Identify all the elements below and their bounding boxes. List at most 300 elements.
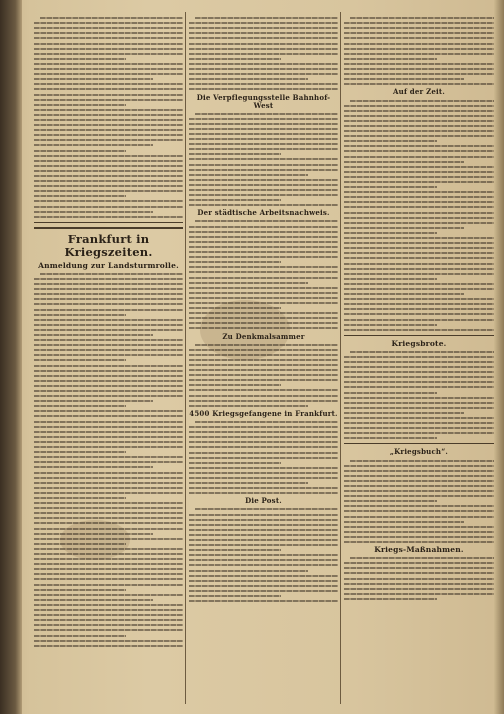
text-line	[344, 227, 464, 229]
text-line	[189, 492, 338, 494]
text-line	[344, 135, 494, 137]
separator-rule	[344, 443, 494, 444]
text-line	[189, 349, 338, 351]
text-line	[34, 609, 183, 611]
column-divider	[185, 12, 186, 704]
text-line	[344, 319, 494, 321]
text-line	[34, 324, 183, 326]
text-line	[34, 492, 183, 494]
text-line	[344, 32, 494, 34]
text-line	[344, 37, 494, 39]
text-line	[189, 452, 338, 454]
text-line	[34, 22, 183, 24]
text-line	[34, 298, 183, 300]
text-line	[34, 27, 183, 29]
text-line	[189, 524, 338, 526]
text-line	[189, 472, 338, 474]
text-line	[34, 175, 183, 177]
text-line	[344, 313, 494, 315]
text-line	[189, 261, 281, 263]
text-line	[344, 278, 437, 280]
text-line	[34, 553, 183, 555]
text-line	[344, 490, 494, 492]
text-line	[189, 282, 308, 284]
text-line	[189, 590, 338, 592]
text-line	[189, 256, 338, 258]
text-line	[189, 446, 338, 448]
text-line	[189, 246, 338, 248]
text-line	[34, 629, 183, 631]
text-line	[344, 510, 494, 512]
text-line	[189, 389, 338, 391]
text-line	[34, 589, 126, 591]
text-line	[344, 156, 494, 158]
text-line	[34, 190, 183, 192]
text-line	[189, 322, 338, 324]
text-line	[34, 477, 183, 479]
text-line	[189, 426, 338, 428]
text-line	[344, 48, 494, 50]
text-line	[34, 502, 183, 504]
text-line	[344, 150, 494, 152]
text-line	[344, 407, 494, 409]
article-heading: Kriegs-Maßnahmen.	[374, 545, 464, 555]
text-line	[344, 422, 494, 424]
text-line	[344, 562, 494, 564]
text-line	[344, 541, 494, 543]
text-line	[344, 247, 494, 249]
text-line	[34, 104, 126, 106]
text-line	[344, 217, 494, 219]
text-line	[189, 43, 338, 45]
text-line	[34, 395, 183, 397]
text-line	[195, 17, 338, 19]
text-line	[344, 196, 494, 198]
text-line	[189, 241, 338, 243]
text-line	[34, 37, 183, 39]
text-line	[34, 563, 183, 565]
text-line	[34, 365, 183, 367]
text-line	[34, 451, 126, 453]
text-line	[34, 614, 183, 616]
text-line	[34, 195, 126, 197]
text-line	[189, 148, 338, 150]
text-line	[344, 526, 494, 528]
text-line	[189, 482, 308, 484]
text-line	[344, 176, 494, 178]
text-line	[344, 273, 494, 275]
article-heading: Die Post.	[245, 496, 282, 506]
text-line	[344, 578, 494, 580]
text-line	[344, 371, 494, 373]
text-line	[189, 194, 338, 196]
text-line	[344, 105, 494, 107]
text-line	[34, 604, 183, 606]
text-line	[34, 32, 183, 34]
text-line	[189, 564, 338, 566]
text-line	[189, 570, 308, 572]
text-line	[34, 334, 153, 336]
text-line	[195, 220, 338, 222]
text-line	[344, 392, 437, 394]
text-line	[34, 58, 126, 60]
text-line	[189, 395, 338, 397]
text-line	[344, 125, 494, 127]
text-line	[344, 63, 494, 65]
text-line	[34, 466, 153, 468]
text-line	[34, 185, 183, 187]
text-line	[34, 635, 126, 637]
article-heading: Auf der Zeit.	[393, 87, 445, 97]
text-line	[344, 329, 494, 331]
text-line	[195, 421, 338, 423]
text-line	[34, 309, 183, 311]
text-line	[344, 397, 494, 399]
text-line	[34, 645, 183, 647]
text-line	[189, 514, 338, 516]
text-line	[189, 22, 338, 24]
text-line	[344, 308, 494, 310]
text-line	[189, 384, 281, 386]
text-line	[34, 405, 126, 407]
text-line	[34, 109, 183, 111]
text-line	[189, 48, 338, 50]
text-line	[189, 364, 338, 366]
text-line	[34, 517, 183, 519]
text-line	[189, 58, 281, 60]
text-line	[34, 624, 183, 626]
text-line	[189, 68, 338, 70]
text-line	[189, 199, 281, 201]
text-line	[344, 298, 494, 300]
text-line	[344, 288, 494, 290]
text-line	[189, 487, 338, 489]
text-line	[34, 436, 183, 438]
text-line	[34, 293, 183, 295]
text-line	[189, 359, 338, 361]
text-line	[189, 462, 281, 464]
text-line	[34, 354, 183, 356]
text-line	[189, 231, 338, 233]
text-line	[189, 287, 338, 289]
text-line	[189, 297, 338, 299]
text-line	[344, 110, 494, 112]
text-line	[34, 73, 183, 75]
text-line	[189, 595, 281, 597]
text-line	[344, 381, 494, 383]
text-line	[344, 536, 494, 538]
article-heading: Kriegsbrote.	[391, 338, 447, 348]
text-line	[34, 385, 183, 387]
text-line	[189, 73, 338, 75]
text-line	[350, 557, 494, 559]
text-line	[34, 206, 183, 208]
text-line	[34, 543, 126, 545]
text-line	[189, 143, 338, 145]
text-line	[189, 302, 338, 304]
text-line	[189, 539, 338, 541]
text-line	[344, 324, 437, 326]
text-line	[344, 263, 494, 265]
text-line	[34, 400, 153, 402]
text-line	[34, 63, 183, 65]
text-line	[34, 619, 183, 621]
separator-rule	[34, 222, 183, 223]
text-line	[344, 485, 494, 487]
text-line	[34, 155, 183, 157]
text-line	[34, 507, 183, 509]
text-line	[189, 292, 338, 294]
text-line	[34, 538, 183, 540]
text-line	[189, 123, 338, 125]
text-line	[195, 344, 338, 346]
text-line	[344, 115, 494, 117]
text-line	[189, 436, 338, 438]
text-line	[34, 472, 183, 474]
text-line	[344, 356, 494, 358]
text-line	[189, 63, 338, 65]
text-line	[344, 242, 494, 244]
text-line	[350, 17, 494, 19]
text-line	[344, 376, 494, 378]
text-line	[34, 48, 183, 50]
text-line	[34, 548, 183, 550]
text-line	[344, 495, 494, 497]
text-line	[34, 482, 183, 484]
text-line	[344, 186, 437, 188]
text-line	[34, 512, 183, 514]
text-line	[344, 386, 494, 388]
text-line	[350, 100, 494, 102]
text-line	[34, 303, 183, 305]
text-line	[34, 114, 183, 116]
page-edge	[494, 0, 504, 714]
text-line	[34, 528, 183, 530]
text-line	[34, 594, 183, 596]
text-line	[34, 522, 183, 524]
text-line	[344, 531, 494, 533]
column-2	[189, 14, 338, 704]
text-line	[189, 549, 281, 551]
article-heading: Die Verpflegungsstelle Bahnhof-West	[196, 92, 331, 110]
text-line	[34, 211, 153, 213]
text-line	[34, 390, 183, 392]
text-line	[189, 27, 338, 29]
text-line	[189, 405, 308, 407]
text-line	[34, 99, 183, 101]
text-line	[40, 17, 183, 19]
text-line	[34, 144, 153, 146]
text-line	[189, 312, 338, 314]
text-line	[344, 465, 494, 467]
text-line	[189, 83, 338, 85]
text-line	[189, 204, 338, 206]
text-line	[189, 544, 338, 546]
text-line	[189, 251, 338, 253]
text-line	[344, 432, 494, 434]
text-line	[34, 487, 183, 489]
text-line	[34, 134, 183, 136]
text-line	[34, 288, 183, 290]
text-line	[189, 534, 338, 536]
text-line	[34, 578, 183, 580]
text-line	[344, 73, 494, 75]
text-line	[34, 124, 183, 126]
text-line	[344, 303, 494, 305]
text-line	[189, 271, 338, 273]
text-line	[344, 222, 494, 224]
text-line	[344, 252, 494, 254]
text-line	[189, 184, 338, 186]
text-line	[344, 237, 494, 239]
text-line	[189, 179, 338, 181]
text-line	[34, 150, 126, 152]
text-line	[34, 283, 183, 285]
text-line	[350, 460, 494, 462]
text-line	[189, 158, 338, 160]
text-line	[34, 349, 183, 351]
text-line	[34, 200, 183, 202]
text-line	[34, 53, 183, 55]
text-line	[344, 257, 494, 259]
text-line	[189, 226, 338, 228]
text-line	[344, 78, 464, 80]
article-heading: 4500 Kriegsgefangene in Frankfurt.	[189, 408, 338, 418]
text-line	[344, 232, 437, 234]
text-line	[189, 600, 338, 602]
section-heading-frankfurt: Frankfurt in Kriegszeiten.	[64, 231, 153, 259]
text-line	[344, 43, 494, 45]
text-line	[189, 585, 338, 587]
text-line	[189, 277, 338, 279]
text-line	[189, 354, 338, 356]
text-line	[189, 307, 281, 309]
text-line	[189, 369, 338, 371]
text-line	[195, 113, 338, 115]
text-line	[344, 505, 494, 507]
text-line	[34, 319, 183, 321]
text-line	[344, 412, 464, 414]
text-line	[34, 359, 126, 361]
text-line	[344, 58, 437, 60]
text-line	[34, 441, 183, 443]
separator-rule	[34, 227, 183, 229]
text-line	[34, 410, 183, 412]
text-line	[195, 508, 338, 510]
text-line	[189, 374, 338, 376]
text-line	[189, 118, 338, 120]
text-line	[34, 88, 183, 90]
text-line	[189, 379, 338, 381]
text-line	[189, 457, 338, 459]
text-line	[344, 145, 494, 147]
text-line	[34, 78, 153, 80]
text-line	[350, 351, 494, 353]
text-line	[344, 283, 494, 285]
text-line	[189, 37, 338, 39]
text-line	[189, 169, 338, 171]
text-line	[34, 344, 183, 346]
text-line	[34, 119, 183, 121]
text-line	[344, 293, 464, 295]
text-line	[344, 161, 464, 163]
text-line	[34, 160, 183, 162]
text-line	[34, 431, 183, 433]
text-line	[344, 583, 494, 585]
text-line	[189, 467, 338, 469]
text-line	[189, 78, 308, 80]
text-line	[344, 206, 494, 208]
text-line	[34, 533, 153, 535]
text-line	[344, 140, 437, 142]
text-line	[344, 475, 494, 477]
text-line	[34, 599, 153, 601]
text-line	[344, 120, 494, 122]
text-line	[344, 22, 494, 24]
text-line	[344, 212, 494, 214]
text-line	[344, 68, 494, 70]
article-heading: „Kriegsbuch“.	[389, 447, 449, 457]
text-line	[344, 361, 494, 363]
text-line	[34, 446, 183, 448]
text-line	[189, 164, 338, 166]
text-line	[189, 554, 338, 556]
column-divider	[340, 12, 341, 704]
text-line	[344, 201, 494, 203]
text-line	[344, 470, 494, 472]
text-line	[34, 94, 183, 96]
text-line	[189, 529, 338, 531]
text-line	[34, 497, 126, 499]
page-binding	[0, 0, 22, 714]
text-line	[344, 268, 494, 270]
text-line	[344, 130, 494, 132]
text-line	[34, 139, 183, 141]
text-line	[344, 593, 494, 595]
text-line	[34, 129, 183, 131]
text-line	[344, 417, 494, 419]
text-line	[34, 640, 183, 642]
text-line	[344, 521, 464, 523]
text-line	[344, 83, 494, 85]
text-line	[344, 181, 494, 183]
text-line	[34, 584, 183, 586]
text-line	[344, 572, 494, 574]
text-line	[344, 500, 437, 502]
text-line	[344, 402, 494, 404]
text-line	[344, 366, 494, 368]
text-line	[189, 189, 338, 191]
article-heading: Der städtische Arbeitsnachweis.	[197, 208, 330, 218]
text-line	[189, 32, 338, 34]
text-line	[34, 180, 183, 182]
text-line	[34, 380, 183, 382]
separator-rule	[344, 335, 494, 336]
text-line	[344, 567, 494, 569]
text-line	[189, 317, 338, 319]
text-line	[344, 480, 494, 482]
text-line	[344, 166, 494, 168]
text-line	[34, 170, 183, 172]
text-line	[189, 559, 338, 561]
text-line	[34, 375, 183, 377]
text-line	[189, 477, 338, 479]
text-line	[344, 53, 494, 55]
text-line	[34, 456, 183, 458]
text-line	[189, 580, 338, 582]
text-line	[34, 421, 183, 423]
text-line	[40, 273, 183, 275]
